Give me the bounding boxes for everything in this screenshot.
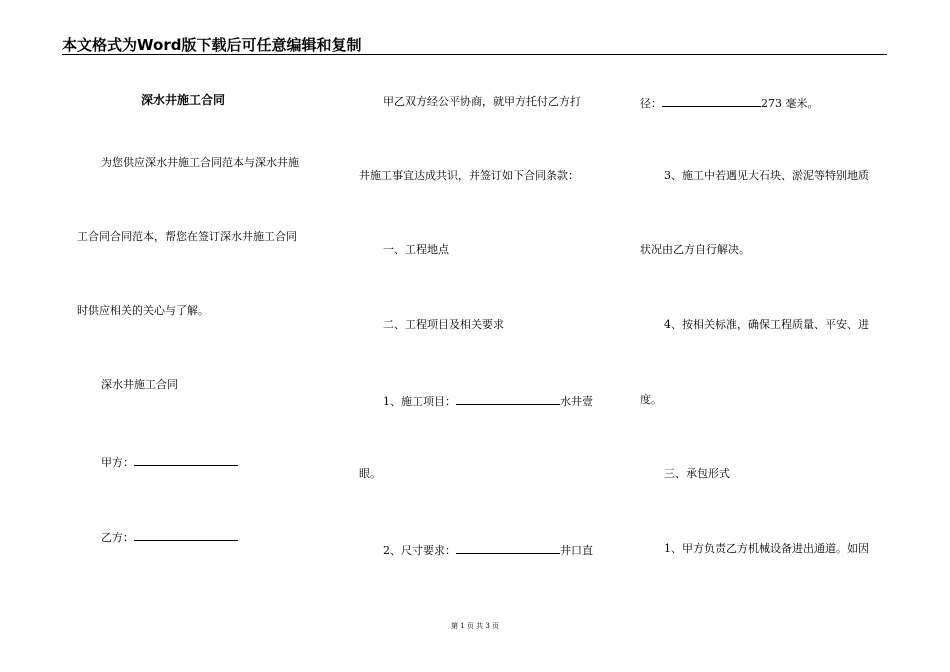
intro-line-3: 时供应相关的关心与了解。 — [77, 304, 209, 317]
document-title: 深水井施工合同 — [141, 93, 226, 107]
project-blank — [456, 393, 560, 405]
section-3-heading: 三、承包形式 — [664, 467, 730, 480]
project-line — [383, 393, 593, 409]
page-footer: 第 1 页 共 3 页 — [450, 622, 500, 630]
section-1-heading: 一、工程地点 — [383, 243, 449, 256]
col3-line-4: 4、按相关标准，确保工程质量、平安、进 — [664, 318, 869, 331]
contract-subtitle: 深水井施工合同 — [101, 378, 178, 391]
col3-line-5: 度。 — [640, 393, 662, 406]
col2-line-1: 甲乙双方经公平协商，就甲方托付乙方打 — [383, 95, 581, 108]
diameter-label: 径： — [640, 97, 662, 110]
intro-line-2: 工合同合同范本，帮您在签订深水井施工合同 — [77, 230, 297, 243]
intro-line-1: 为您供应深水井施工合同范本与深水井施 — [101, 156, 299, 169]
col2-line-2: 井施工事宜达成共识，并签订如下合同条款： — [359, 169, 579, 182]
project-label: 1、施工项目： — [383, 395, 456, 408]
project-suffix: 水井壹 — [560, 395, 593, 408]
document-header: 本文格式为Word版下载后可任意编辑和复制 — [62, 36, 362, 54]
party-b-blank — [134, 529, 238, 541]
col3-line-2: 3、施工中若遇见大石块、淤泥等特别地质 — [664, 169, 869, 182]
size-label: 2、尺寸要求： — [383, 544, 456, 557]
diameter-value: 273 毫米。 — [761, 97, 819, 110]
size-suffix: 井口直 — [560, 544, 593, 557]
diameter-line — [640, 95, 819, 111]
size-line — [383, 542, 593, 558]
party-b-line — [101, 529, 238, 545]
col3-line-3: 状况由乙方自行解决。 — [640, 243, 750, 256]
size-blank — [456, 542, 560, 554]
col2-line-6: 眼。 — [359, 467, 381, 480]
party-a-line — [101, 454, 238, 470]
party-a-blank — [134, 454, 238, 466]
party-b-label: 乙方： — [101, 531, 134, 544]
col3-line-7: 1、甲方负责乙方机械设备进出通道。如因 — [664, 542, 869, 555]
header-divider — [62, 54, 887, 55]
section-2-heading: 二、工程项目及相关要求 — [383, 318, 504, 331]
diameter-blank — [662, 95, 761, 107]
party-a-label: 甲方： — [101, 456, 134, 469]
